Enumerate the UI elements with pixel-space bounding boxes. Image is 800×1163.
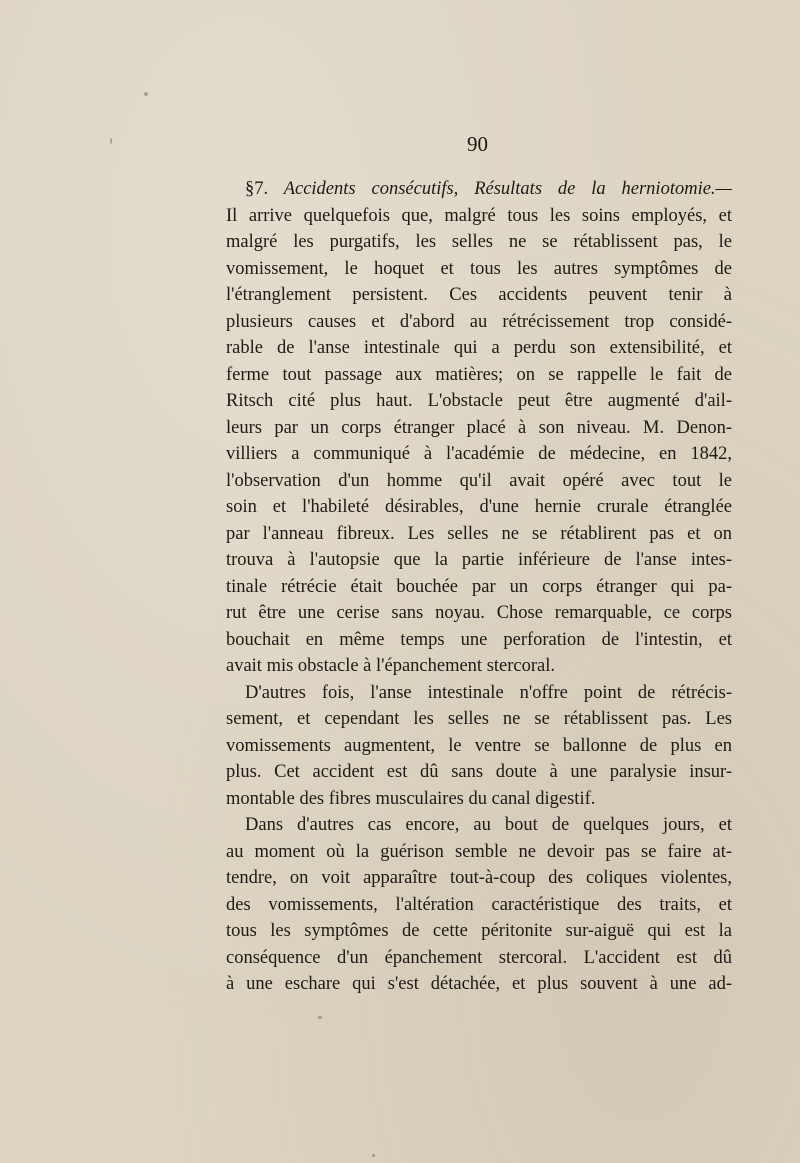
text-line: montable des fibres musculaires du canal digestif.	[226, 788, 596, 809]
paper-speck	[372, 1154, 375, 1157]
page-number: 90	[467, 132, 488, 156]
text-line: sement, et cependant les selles ne se rétablissent pas. Les	[226, 709, 732, 729]
text-line: Ritsch cité plus haut. L'obstacle peut être augmenté d'ail-	[226, 391, 732, 411]
text-line: villiers a communiqué à l'académie de médecine, en 1842,	[226, 444, 732, 464]
text-line: tinale rétrécie était bouchée par un corps étranger qui pa-	[226, 576, 732, 597]
text-line: malgré les purgatifs, les selles ne se rétablissent pas, le	[226, 232, 732, 252]
text-line: leurs par un corps étranger placé à son niveau. M. Denon-	[226, 417, 732, 438]
text-line: plusieurs causes et d'abord au rétrécissement trop considé-	[226, 311, 732, 332]
text-line: tous les symptômes de cette péritonite sur-aiguë qui est la	[226, 921, 732, 941]
text-line: trouva à l'autopsie que la partie inférieure de l'anse intes-	[226, 550, 732, 570]
text-line: l'observation d'un homme qu'il avait opéré avec tout le	[226, 470, 732, 491]
section-mark: §7.	[245, 179, 269, 199]
text-line: tendre, on voit apparaître tout-à-coup des coliques violentes,	[226, 868, 732, 888]
text-line: avait mis obstacle à l'épanchement stercoral.	[226, 656, 555, 676]
text-line: D'autres fois, l'anse intestinale n'offre point de rétrécis-	[245, 682, 732, 703]
text-line: vomissement, le hoquet et tous les autres symptômes de	[226, 258, 732, 279]
body-text	[226, 176, 732, 998]
text-line: au moment où la guérison semble ne devoir pas se faire at-	[226, 841, 732, 862]
text-line: Dans d'autres cas encore, au bout de quelques jours, et	[245, 815, 732, 835]
text-line: vomissements augmentent, le ventre se ballonne de plus en	[226, 735, 732, 756]
text-line: des vomissements, l'altération caractéristique des traits, et	[226, 894, 732, 915]
paper-speck	[318, 1016, 322, 1019]
text-line: plus. Cet accident est dû sans doute à une paralysie insur-	[226, 762, 732, 782]
text-line: à une eschare qui s'est détachée, et plus souvent à une ad-	[226, 974, 732, 994]
text-line: rut être une cerise sans noyau. Chose remarquable, ce corps	[226, 603, 732, 623]
text-line: rable de l'anse intestinale qui a perdu son extensibilité, et	[226, 338, 732, 358]
text-line: Il arrive quelquefois que, malgré tous les soins employés, et	[226, 205, 732, 226]
section-title: Accidents consécutifs, Résultats de la herniotomie.—	[283, 179, 732, 199]
text-line: soin et l'habileté désirables, d'une hernie crurale étranglée	[226, 497, 732, 517]
text-line: l'étranglement persistent. Ces accidents peuvent tenir à	[226, 285, 732, 305]
text-line: par l'anneau fibreux. Les selles ne se rétablirent pas et on	[226, 523, 732, 544]
text-line: bouchait en même temps une perforation de l'intestin, et	[226, 629, 732, 650]
text-line: conséquence d'un épanchement stercoral. L'accident est dû	[226, 947, 732, 968]
paper-speck	[144, 92, 148, 96]
text-line: ferme tout passage aux matières; on se rappelle le fait de	[226, 364, 732, 385]
paper-speck	[110, 138, 112, 144]
section-heading	[226, 176, 732, 203]
